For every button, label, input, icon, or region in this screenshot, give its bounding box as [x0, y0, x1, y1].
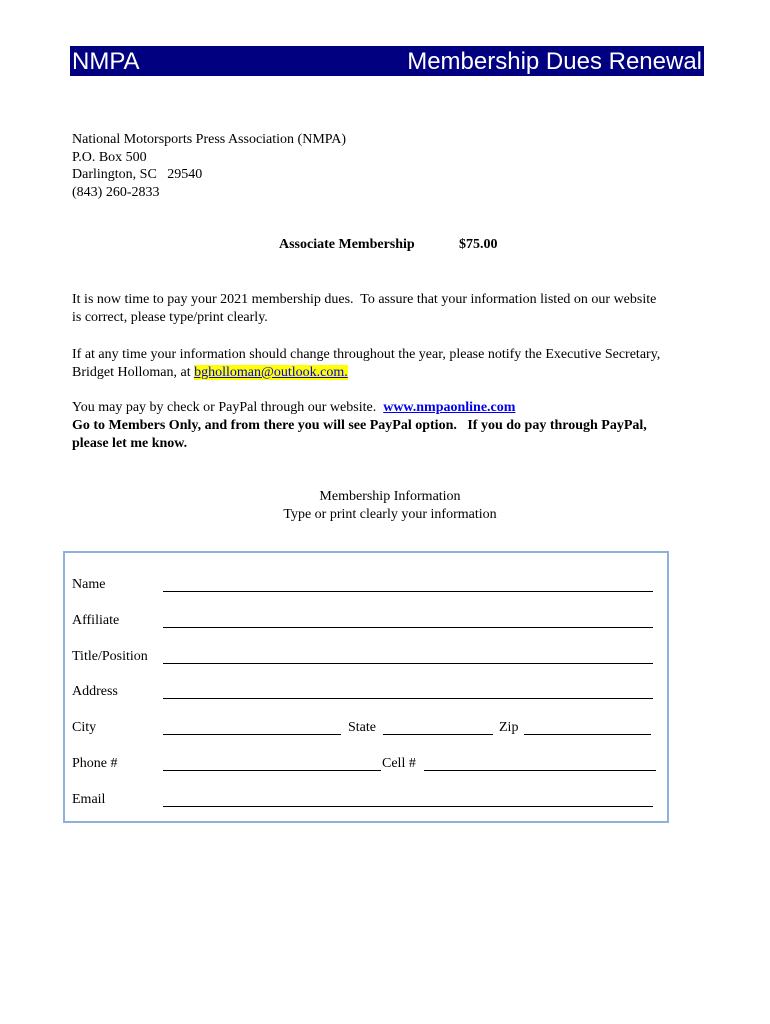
cell-field[interactable] [424, 770, 656, 771]
org-name: National Motorsports Press Association (NMPA) [72, 132, 347, 147]
phone-label: Phone # [72, 756, 118, 771]
address-block [72, 131, 346, 201]
phone-number: (843) 260-2833 [72, 184, 160, 200]
title-label: Title/Position [72, 649, 148, 664]
pay-line-3: please let me know. [72, 436, 188, 451]
city-field[interactable] [163, 734, 341, 735]
dues-line-1: It is now time to pay your 2021 membership dues. To assure that your information listed on our website [72, 292, 657, 307]
form-subheading: Type or print clearly your information [283, 507, 497, 522]
change-paragraph [72, 346, 708, 382]
change-line-1: If at any time your information should change throughout the year, please notify the Executive Secretary, [72, 347, 661, 362]
pay-line-2: Go to Members Only, and from there you will see PayPal option. If you do pay through PayPal, [72, 418, 647, 433]
dues-paragraph [72, 291, 708, 327]
zip-field[interactable] [524, 734, 651, 735]
zip-label: Zip [499, 720, 519, 735]
banner-title: Membership Dues Renewal [407, 48, 702, 75]
membership-type: Associate Membership [279, 237, 415, 252]
form-heading: Membership Information [319, 489, 461, 504]
header-banner [70, 46, 704, 76]
phone-field[interactable] [163, 770, 381, 771]
name-label: Name [72, 577, 106, 592]
cell-label: Cell # [382, 756, 416, 771]
title-field[interactable] [163, 663, 653, 664]
website-link[interactable]: www.nmpaonline.com [383, 400, 516, 415]
pay-line-1 [72, 399, 708, 417]
dues-line-2: is correct, please type/print clearly. [72, 310, 268, 325]
payment-paragraph [72, 399, 708, 453]
banner-org: NMPA [72, 48, 140, 75]
address-label: Address [72, 684, 118, 699]
name-field[interactable] [163, 591, 653, 592]
affiliate-label: Affiliate [72, 613, 120, 628]
city-label: City [72, 720, 97, 735]
email-link[interactable]: bgholloman@outlook.com. [194, 365, 348, 380]
address-field[interactable] [163, 698, 653, 699]
state-label: State [348, 720, 376, 735]
change-text: Bridget Holloman, at [72, 365, 195, 380]
state-field[interactable] [383, 734, 493, 735]
po-box: P.O. Box 500 [72, 149, 147, 165]
membership-price: $75.00 [459, 237, 498, 252]
affiliate-field[interactable] [163, 627, 653, 628]
city-state-zip: Darlington, SC 29540 [72, 167, 203, 182]
email-label: Email [72, 792, 106, 807]
email-field[interactable] [163, 806, 653, 807]
change-line-2 [72, 364, 708, 382]
pay-text: You may pay by check or PayPal through our website. [72, 400, 384, 415]
